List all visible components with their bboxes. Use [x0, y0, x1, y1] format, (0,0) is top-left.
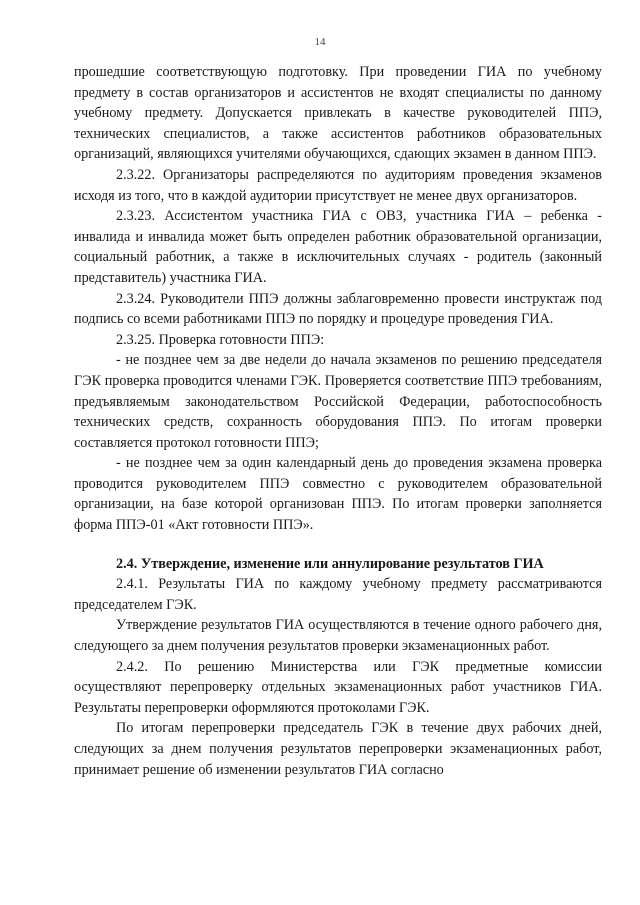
list-item: - не позднее чем за один календарный день до проведения экзамена проверка проводится руководителем ППЭ совместно с руководителем образовательной организации, на базе которой организован ППЭ. По итогам проверки заполняется форма ППЭ-01 «Акт готовности ППЭ».	[74, 455, 602, 534]
paragraph: прошедшие соответствующую подготовку. При проведении ГИА по учебному предмету в состав организаторов и ассистентов не входят специалисты по данному учебному предмету. Допускается привлекать в качестве руководителей ППЭ, технических специалистов, а также ассистентов работников образовательных организаций, являющихся учителями обучающихся, сдающих экзамен в данном ППЭ.	[74, 64, 602, 163]
paragraph: 2.3.25. Проверка готовности ППЭ:	[116, 331, 325, 348]
paragraph: 2.3.24. Руководители ППЭ должны заблаговременно провести инструктаж под подпись со всеми работниками ППЭ по порядку и процедуре проведения ГИА.	[74, 290, 602, 328]
paragraph: 2.3.22. Организаторы распределяются по аудиториям проведения экзаменов исходя из того, что в каждой аудитории присутствует не менее двух организаторов.	[74, 166, 602, 204]
paragraph: 2.3.23. Ассистентом участника ГИА с ОВЗ, участника ГИА – ребенка - инвалида и инвалида может быть определен работник образовательной организации, социальный работник, а также в исключительных случаях - родитель (законный представитель) участника ГИА.	[74, 208, 602, 286]
paragraph: 2.4.2. По решению Министерства или ГЭК предметные комиссии осуществляют перепроверку отдельных экзаменационных работ участников ГИА. Результаты перепроверки оформляются протоколами ГЭК.	[74, 658, 602, 716]
paragraph: По итогам перепроверки председатель ГЭК в течение двух рабочих дней, следующих за днем получения результатов перепроверки экзаменационных работ, принимает решение об изменении результатов ГИА согласно	[74, 720, 602, 778]
section-heading: 2.4. Утверждение, изменение или аннулирование результатов ГИА	[116, 555, 544, 572]
paragraph: Утверждение результатов ГИА осуществляются в течение одного рабочего дня, следующего за днем получения результатов проверки экзаменационных работ.	[74, 617, 602, 655]
document-body	[74, 62, 602, 780]
paragraph: 2.4.1. Результаты ГИА по каждому учебному предмету рассматриваются председателем ГЭК.	[74, 576, 602, 613]
list-item: - не позднее чем за две недели до начала экзаменов по решению председателя ГЭК проверка проводится членами ГЭК. Проверяется соответствие ППЭ требованиям, предъявляемым законодательством Российской Федерации, работоспособность технических средств, сохранность оборудования ППЭ. По итогам проверки составляется протокол готовности ППЭ;	[74, 352, 602, 451]
page-number: 14	[314, 36, 326, 48]
